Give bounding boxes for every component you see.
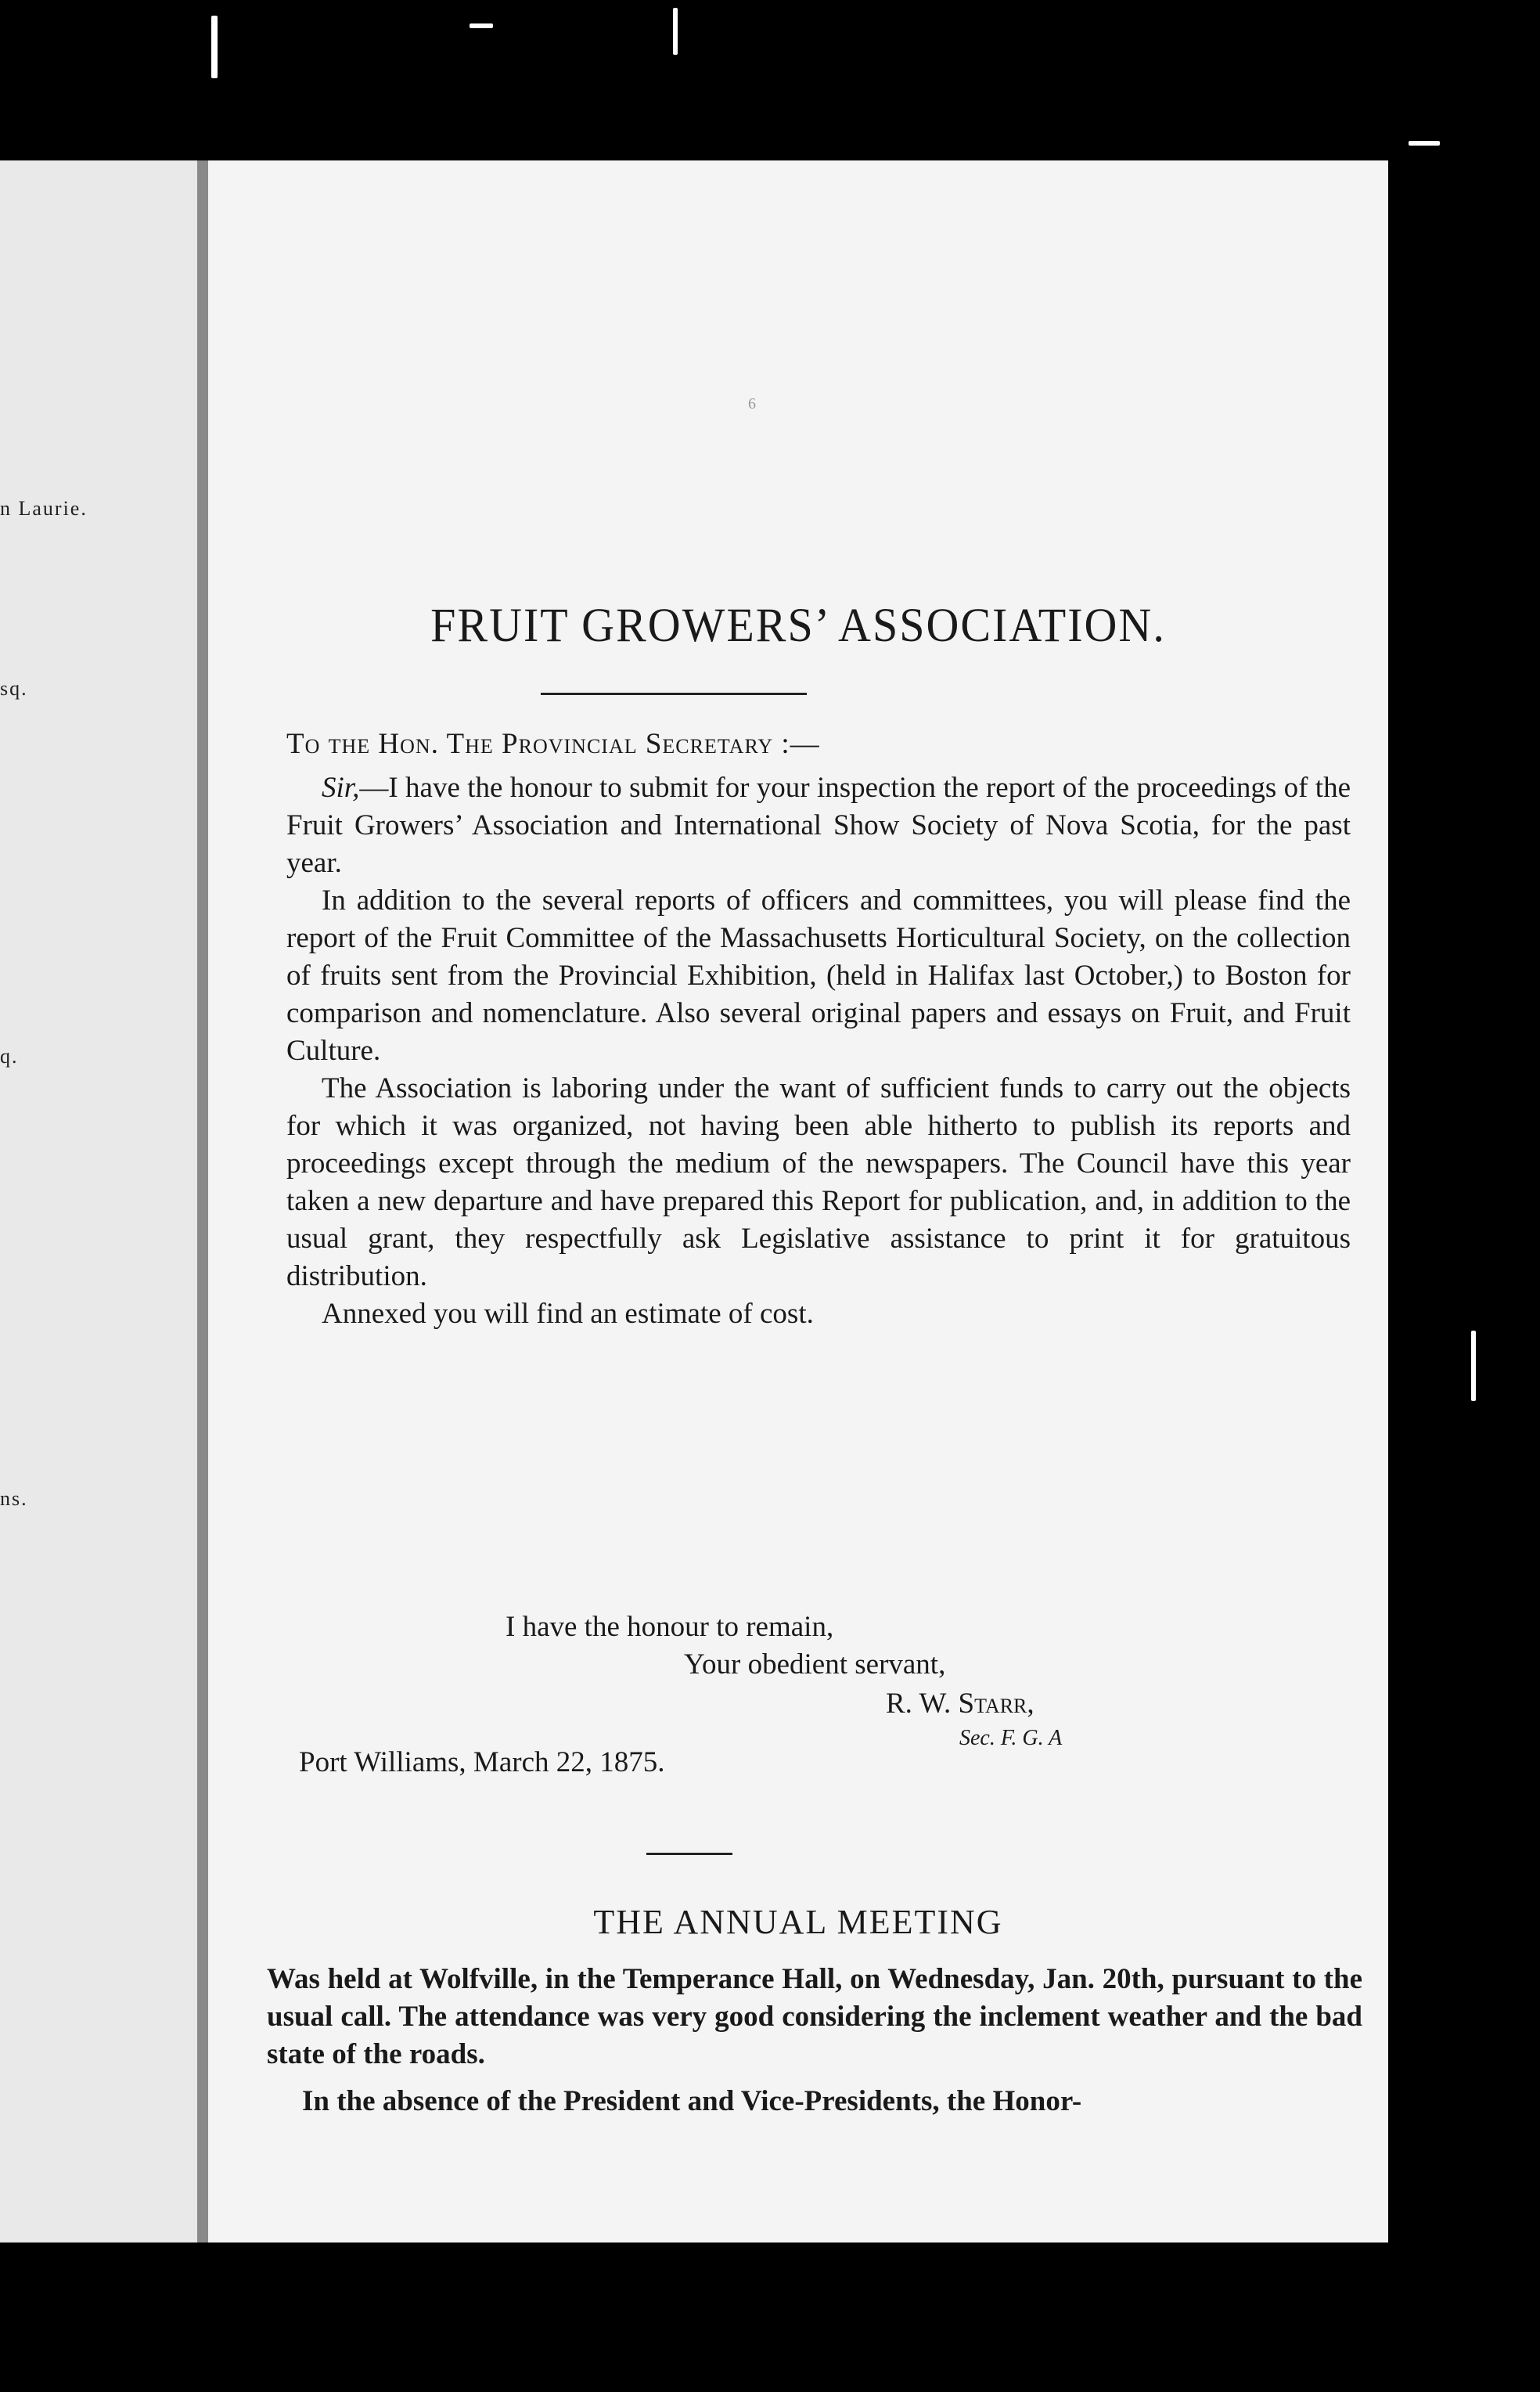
letter-paragraph: [286, 769, 1351, 882]
scan-speck: [211, 16, 218, 78]
signature-title: Sec. F. G. A: [959, 1726, 1063, 1750]
place-date: [299, 1745, 665, 1779]
page-gutter: [197, 160, 208, 2242]
letter-paragraph: Annexed you will find an estimate of cost.: [322, 1298, 814, 1330]
letter-paragraph: In addition to the several reports of officers and committees, you will please find the report of the Fruit Committee of the Massachusetts Horticultural Society, on the collection of fruits sent from the Provincial Exhibition, (held in Halifax last October,) to Boston for comparison and nomenclature. Also several original papers and essays on Fruit, and Fruit Culture.: [286, 884, 1351, 1067]
facing-page: [0, 160, 202, 2242]
section-rule: [646, 1853, 732, 1855]
title-rule: [541, 693, 807, 695]
page-title: FRUIT GROWERS’ ASSOCIATION.: [430, 598, 1166, 652]
facing-page-fragment: q.: [0, 1045, 19, 1068]
facing-page-fragment: sq.: [0, 677, 28, 700]
meeting-paragraph: In the absence of the President and Vice-Presidents, the Honor-: [302, 2085, 1082, 2117]
salutation: Sir,: [322, 772, 360, 804]
addressee: To the Hon. The Provincial Secretary :—: [286, 728, 820, 760]
letter-body: [286, 769, 1351, 1333]
facing-page-fragment: n Laurie.: [0, 497, 88, 520]
scan-speck: [673, 8, 678, 55]
letter-paragraph: The Association is laboring under the want of sufficient funds to carry out the objects for which it was organized, not having been able hitherto to publish its reports and proceedings except through the medium of the newspapers. The Council have this year taken a new departure and have prepared this Report for publication, and, in addition to the usual grant, they respectfully ask Legislative assistance to print it for gratuitous distribution.: [286, 1072, 1351, 1292]
scan-speck: [1409, 141, 1440, 146]
closing-line: Your obedient servant,: [684, 1648, 946, 1681]
scan-speck: [470, 23, 493, 28]
section-heading: THE ANNUAL MEETING: [593, 1903, 1003, 1941]
closing-line: I have the honour to remain,: [506, 1611, 834, 1643]
page-number: 6: [748, 395, 756, 412]
place-date-text: Port Williams, March 22, 1875.: [299, 1746, 665, 1778]
scan-speck: [1471, 1331, 1476, 1401]
document-page: [208, 160, 1388, 2242]
signature: R. W. Starr,: [886, 1688, 1034, 1720]
letter-paragraph-text: —I have the honour to submit for your inspection the report of the proceedings of the Fruit Growers’ Association and International Show Society of Nova Scotia, for the past year.: [286, 772, 1351, 879]
meeting-body: [267, 1961, 1362, 2120]
meeting-paragraph: Was held at Wolfville, in the Temperance Hall, on Wednesday, Jan. 20th, pursuant to the usual call. The attendance was very good considering the inclement weather and the bad state of the roads.: [267, 1963, 1362, 2070]
facing-page-fragment: ns.: [0, 1487, 28, 1510]
